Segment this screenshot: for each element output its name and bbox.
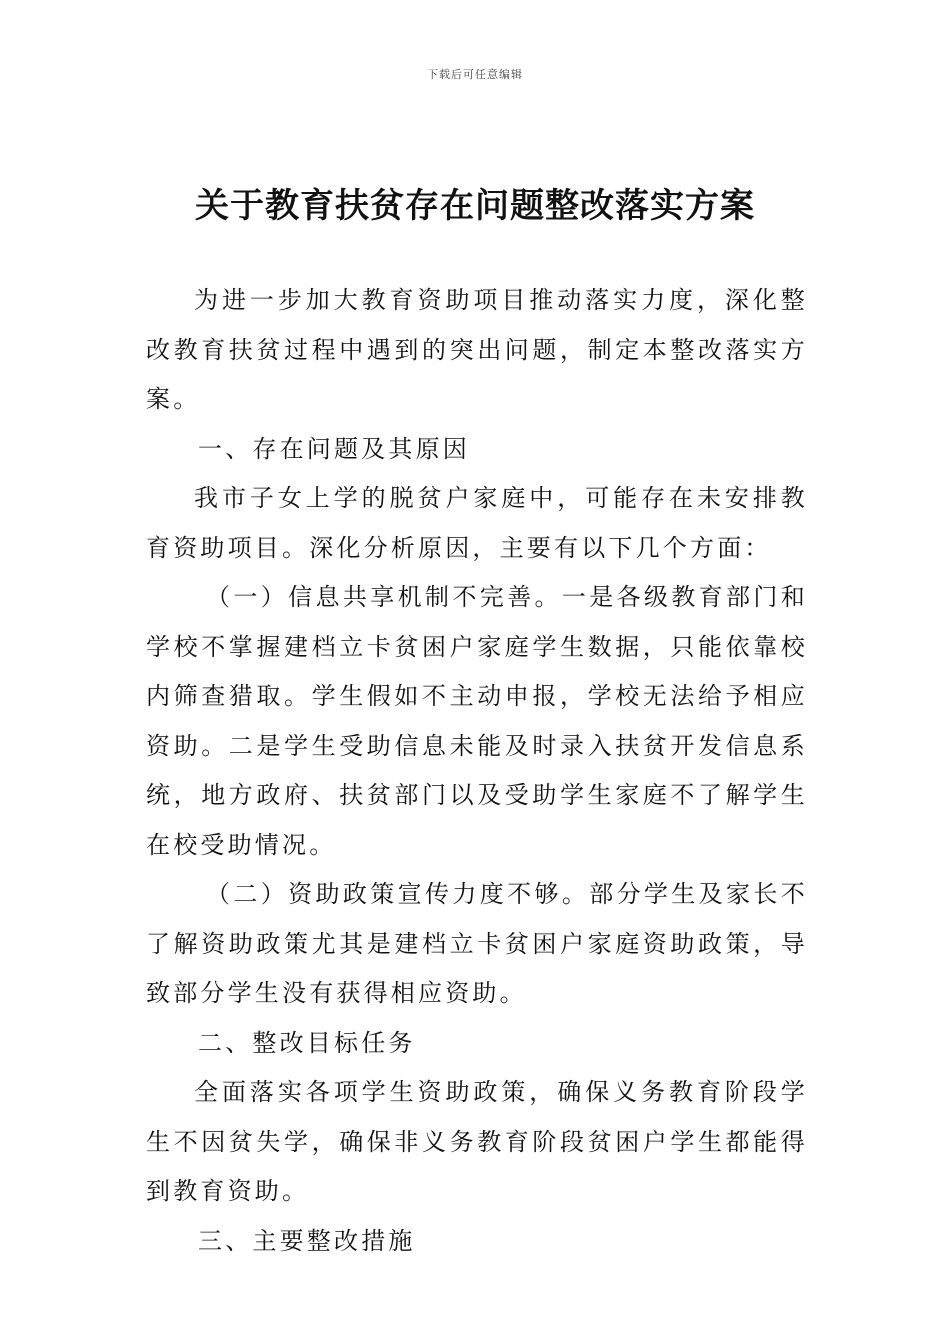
header-note: 下载后可任意编辑 <box>427 68 523 81</box>
document-title: 关于教育扶贫存在问题整改落实方案 <box>195 186 755 226</box>
body-paragraph: 我市子女上学的脱贫户家庭中，可能存在未安排教育资助项目。深化分析原因，主要有以下几个方面： <box>146 484 808 562</box>
section-heading-3: 三、主要整改措施 <box>198 1226 416 1255</box>
subsection-paragraph-2: （二）资助政策宣传力度不够。部分学生及家长不了解资助政策尤其是建档立卡贫困户家庭资助政策，导致部分学生没有获得相应资助。 <box>146 880 808 1007</box>
intro-paragraph: 为进一步加大教育资助项目推动落实力度，深化整改教育扶贫过程中遇到的突出问题，制定本整改落实方案。 <box>146 286 808 413</box>
subsection-paragraph-1: （一）信息共享机制不完善。一是各级教育部门和学校不掌握建档立卡贫困户家庭学生数据，只能依靠校内筛查猎取。学生假如不主动申报，学校无法给予相应资助。二是学生受助信息未能及时录入扶贫开发信息系统，地方政府、扶贫部门以及受助学生家庭不了解学生在校受助情况。 <box>146 583 808 859</box>
document-body <box>146 276 808 1266</box>
body-paragraph: 全面落实各项学生资助政策，确保义务教育阶段学生不因贫失学，确保非义务教育阶段贫困户学生都能得到教育资助。 <box>146 1078 808 1205</box>
section-heading-2: 二、整改目标任务 <box>198 1028 416 1057</box>
section-heading-1: 一、存在问题及其原因 <box>198 434 470 463</box>
